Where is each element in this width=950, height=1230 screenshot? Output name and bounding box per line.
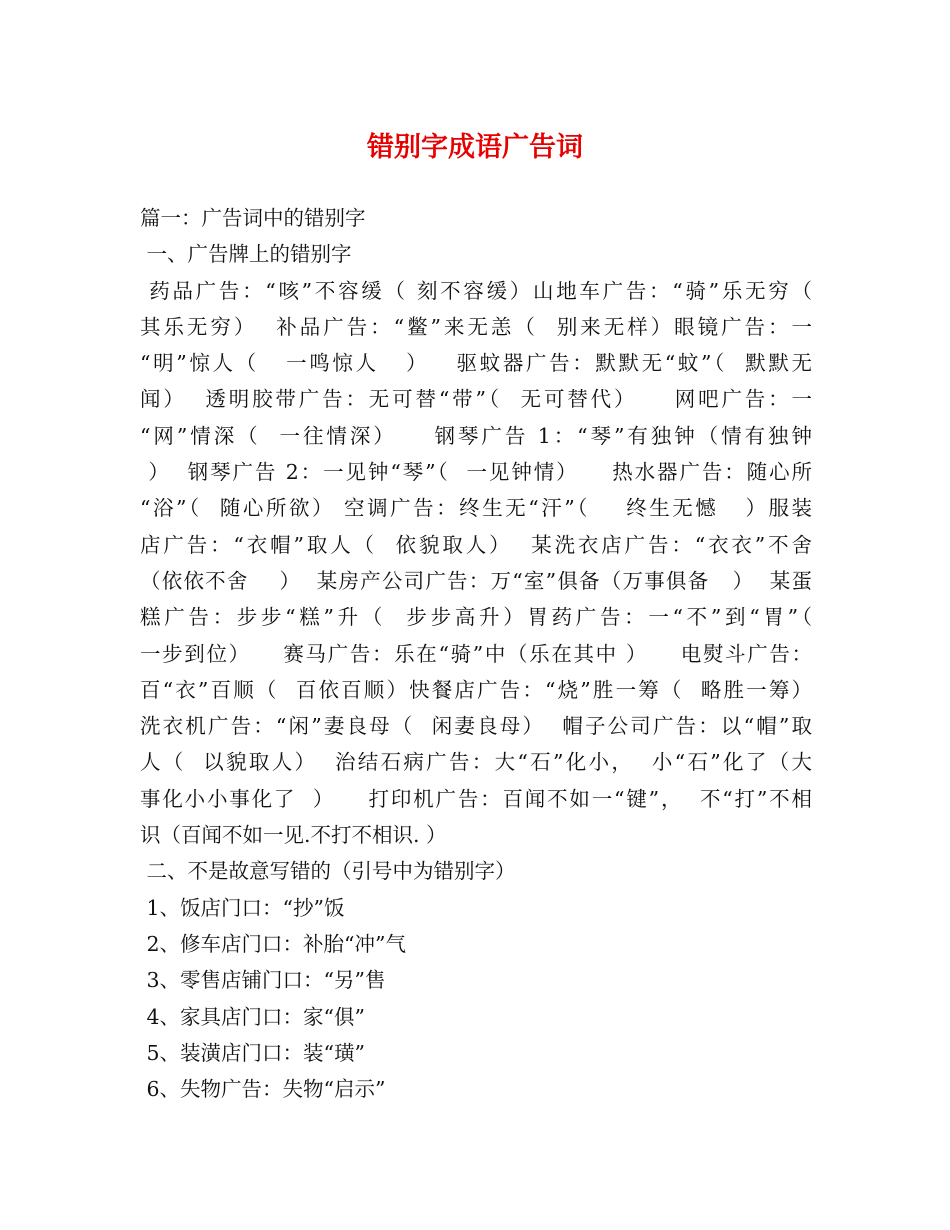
paragraph-line: 事化小小事化了 ） 打印机广告：百闻不如一“键”， 不“打”不相 [140,786,812,811]
paragraph-line: 洗衣机广告：“闲”妻良母（ 闲妻良母） 帽子公司广告：以“帽”取 [140,714,812,739]
paragraph-line: 百“衣”百顺（ 百依百顺）快餐店广告：“烧”胜一筹（ 略胜一筹） [140,677,812,702]
list-item: 5、装潢店门口：装“璜” [140,1040,366,1065]
paragraph-line: 一步到位） 赛马广告：乐在“骑”中（乐在其中 ） 电熨斗广告： [140,641,812,666]
paragraph-line: “浴”（ 随心所欲） 空调广告：终生无“汗”（ 终生无憾 ）服装 [140,496,812,521]
paragraph-line: 店广告：“衣帽”取人（ 依貌取人） 某洗衣店广告：“衣衣”不舍 [140,532,812,557]
subsection-heading: 一、广告牌上的错别字 [140,242,352,267]
paragraph-line: ） 钢琴广告 2：一见钟“琴”（ 一见钟情） 热水器广告：随心所 [140,460,812,485]
paragraph-line: 糕广告：步步“糕”升（ 步步高升）胃药广告：一“不”到“胃”（ [140,605,812,630]
list-item: 4、家具店门口：家“俱” [140,1004,366,1029]
paragraph-line: 识（百闻不如一见.不打不相识. ） [140,823,447,848]
paragraph-line: （依依不舍 ） 某房产公司广告：万“室”俱备（万事俱备 ） 某蛋 [140,568,812,593]
paragraph-line: “网”情深（ 一往情深） 钢琴广告 1：“琴”有独钟（情有独钟 [140,423,812,448]
list-item: 2、修车店门口：补胎“冲”气 [140,931,407,956]
subsection-heading: 二、不是故意写错的（引号中为错别字） [140,859,516,884]
list-item: 6、失物广告：失物“启示” [140,1077,386,1102]
list-item: 3、零售店铺门口：“另”售 [140,968,386,993]
paragraph-line: 人（ 以貌取人） 治结石病广告：大“石”化小， 小“石”化了（大 [140,750,812,775]
paragraph-line: 其乐无穷） 补品广告：“鳖”来无恙（ 别来无样）眼镜广告：一 [140,314,812,339]
paragraph-line: 闻） 透明胶带广告：无可替“带”（ 无可替代） 网吧广告：一 [140,387,812,412]
section-heading: 篇一：广告词中的错别字 [140,206,366,230]
document-body [140,200,812,1107]
document-title: 错别字成语广告词 [367,132,583,163]
list-item: 1、饭店门口：“抄”饭 [140,895,345,920]
paragraph-line: 药品广告：“咳”不容缓（ 刻不容缓）山地车广告：“骑”乐无穷（ [140,278,812,303]
paragraph-line: “明”惊人（ 一鸣惊人 ） 驱蚊器广告：默默无“蚊”（ 默默无 [140,351,812,376]
